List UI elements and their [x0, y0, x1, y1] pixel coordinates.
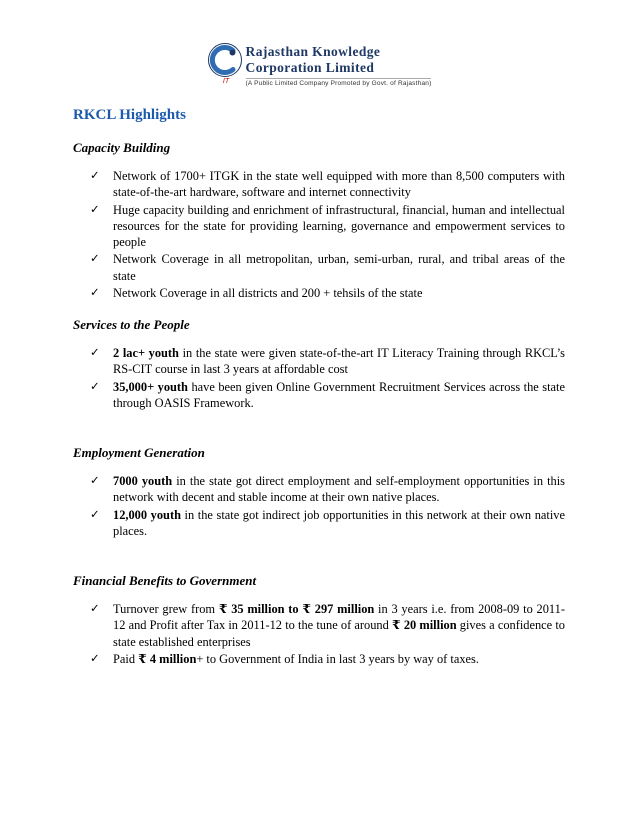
bullet-text-run: Turnover grew from	[113, 602, 219, 616]
bullet-text	[113, 285, 565, 301]
checkmark-icon: ✓	[90, 168, 100, 182]
bullet-item	[90, 285, 565, 301]
section-heading: Employment Generation	[73, 445, 205, 460]
company-logo	[207, 42, 432, 87]
logo-line1: Rajasthan Knowledge	[245, 44, 381, 60]
bullet-text-run: in the state were given state-of-the-art IT Literacy Training through RKCL’s RS-CIT course in last 3 years at affordable cost	[113, 346, 565, 377]
checkmark-icon: ✓	[90, 506, 100, 521]
checkmark-icon: ✓	[90, 378, 100, 393]
bullet-item	[90, 379, 565, 412]
bullet-text	[113, 651, 565, 667]
bullet-item	[90, 507, 565, 540]
checkmark-icon: ✓	[90, 473, 100, 487]
bullet-item	[90, 345, 565, 378]
document-sections	[73, 140, 565, 667]
section-heading: Capacity Building	[73, 140, 171, 155]
bullet-text	[113, 379, 565, 412]
checkmark-icon: ✓	[90, 251, 100, 266]
bullet-text-bold-run: 35,000+ youth	[113, 379, 188, 394]
bullet-text-run: in the state got indirect job opportunities in this network at their own native places.	[113, 507, 565, 538]
bullet-text	[113, 507, 565, 540]
section-heading: Financial Benefits to Government	[73, 573, 257, 588]
bullet-list	[73, 473, 565, 539]
bullet-text	[113, 168, 565, 201]
logo-row	[207, 42, 432, 78]
bullet-item	[90, 601, 565, 650]
logo-tagline: (A Public Limited Company Promoted by Govt. of Rajasthan)	[245, 80, 432, 87]
checkmark-icon: ✓	[90, 201, 100, 216]
bullet-text-bold-run: ₹ 35 million to ₹ 297 million	[218, 602, 375, 616]
bullet-text-run: Network Coverage in all metropolitan, urban, semi-urban, rural, and tribal areas of the state	[113, 252, 565, 283]
bullet-list	[73, 601, 565, 667]
logo-line2: Corporation Limited	[245, 60, 375, 75]
page-title: RKCL Highlights	[73, 107, 186, 123]
bullet-item	[90, 168, 565, 201]
bullet-text-bold-run: 2 lac+ youth	[113, 346, 179, 360]
bullet-list	[73, 168, 565, 301]
bullet-item	[90, 202, 565, 251]
bullet-text-run: Network Coverage in all districts and 200 + tehsils of the state	[113, 285, 423, 300]
bullet-text-bold-run: ₹ 4 million	[138, 651, 197, 666]
bullet-text-run: in the state got direct employment and self-employment opportunities in this network with decent and stable income at their own native places.	[113, 474, 565, 505]
bullet-text-run: Paid	[113, 651, 139, 666]
logo-subtext	[207, 78, 432, 87]
bullet-text	[113, 202, 565, 251]
bullet-text-bold-run: 7000 youth	[113, 474, 173, 488]
bullet-text	[113, 601, 565, 650]
bullet-text-run: Huge capacity building and enrichment of infrastructural, financial, human and intellectual resources for the state for providing learning, governance and empowerment services to people	[113, 202, 565, 249]
bullet-text-bold-run: ₹ 20 million	[392, 618, 457, 633]
bullet-item	[90, 251, 565, 284]
bullet-text	[113, 345, 565, 378]
bullet-item	[90, 651, 565, 667]
section-heading: Services to the People	[73, 317, 190, 332]
checkmark-icon: ✓	[90, 601, 100, 615]
bullet-text	[113, 251, 565, 284]
checkmark-icon: ✓	[90, 284, 100, 299]
rkcl-logo-icon	[207, 42, 243, 78]
checkmark-icon: ✓	[90, 345, 100, 359]
bullet-item	[90, 473, 565, 506]
bullet-text-bold-run: 12,000 youth	[113, 507, 181, 522]
checkmark-icon: ✓	[90, 650, 100, 665]
logo-side-text: IT	[222, 78, 230, 85]
bullet-text	[113, 473, 565, 506]
bullet-text-run: in 3 years i.e. from 2008-09 to 2011-12 and Profit after Tax in 2011-12 to the tune of around	[113, 602, 565, 633]
logo-text	[243, 44, 381, 76]
bullet-text-run: + to Government of India in last 3 years by way of taxes.	[196, 651, 479, 666]
bullet-list	[73, 345, 565, 411]
bullet-text-run: Network of 1700+ ITGK in the state well equipped with more than 8,500 computers with state-of-the-art hardware, software and internet connectivity	[113, 169, 565, 200]
bullet-text-run: have been given Online Government Recruitment Services across the state through OASIS Framework.	[113, 379, 565, 410]
bullet-text-run: gives a confidence to state established enterprises	[113, 618, 566, 649]
